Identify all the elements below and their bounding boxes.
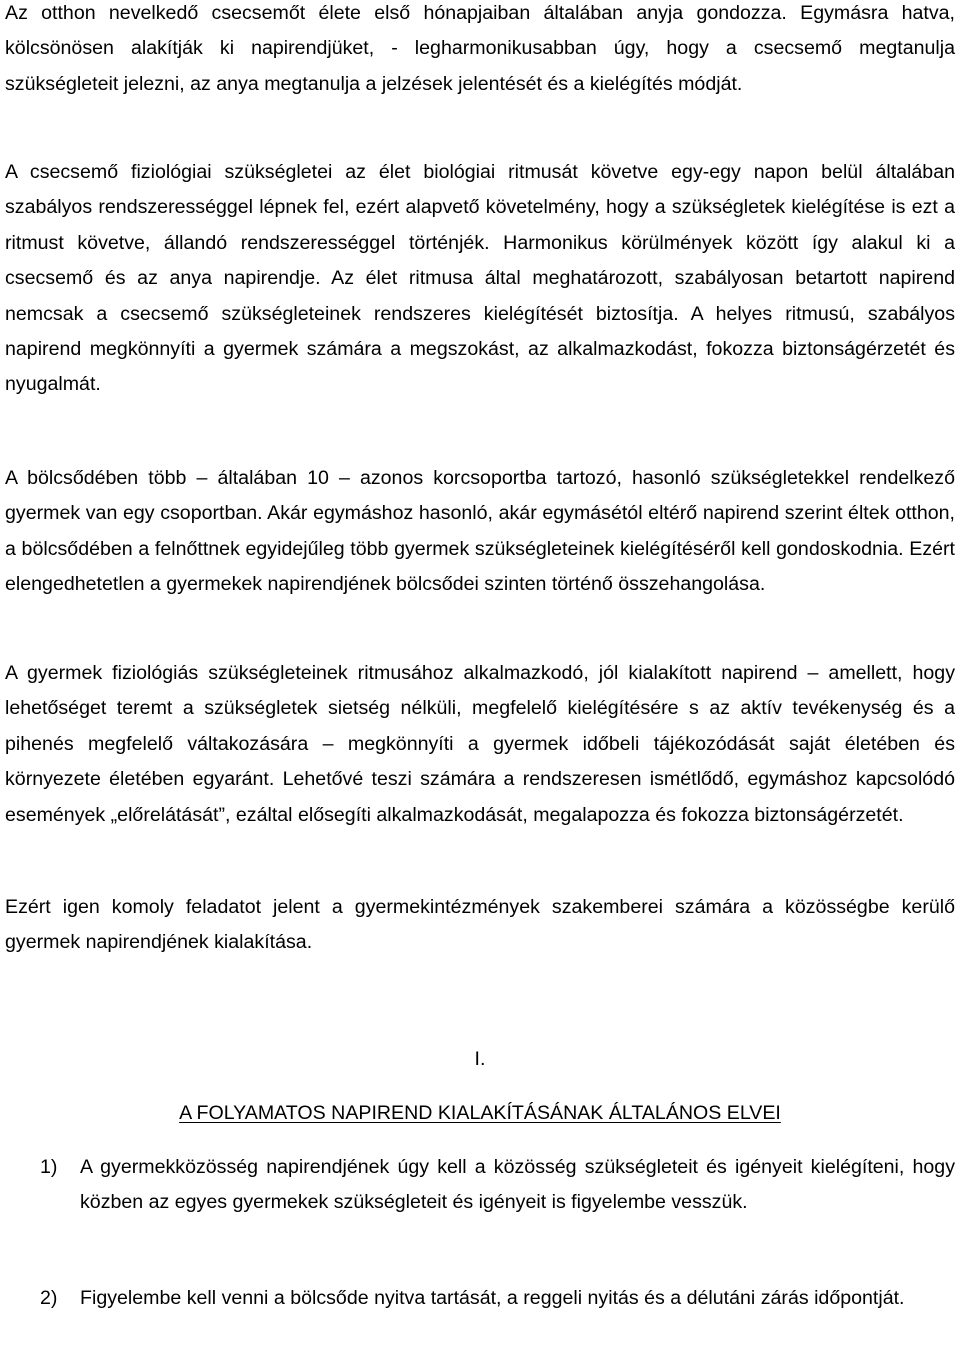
chapter-number: I. — [474, 1048, 486, 1070]
paragraph: A gyermek fiziológiás szükségleteinek ritmusához alkalmazkodó, jól kialakított napirend – amellett, hogy lehetőséget teremt a szükségletek sietség nélküli, megfelelő kielégítésére s az aktív tevékenység és a pihenés megfelelő váltakozására – megkönnyíti a gyermek időbeli tájékozódását saját életében és környezete életében egyaránt. Lehetővé teszi számára a rendszeresen ismétlődő, egymáshoz kapcsolódó események „előrelátását”, ezáltal elősegíti alkalmazkodását, megalapozza és fokozza biztonságérzetét. — [5, 662, 955, 826]
list-item-marker: 2) — [40, 1287, 58, 1309]
paragraph: A csecsemő fiziológiai szükségletei az élet biológiai ritmusát követve egy-egy napon belül általában szabályos rendszerességgel lépnek fel, ezért alapvető követelmény, hogy a szükségletek kielégítése is ezt a ritmust követve, állandó rendszerességgel történjék. Harmonikus körülmények között így alakul ki a csecsemő és az anya napirendje. Az élet ritmusa által meghatározott, szabályosan betartott napirend nemcsak a csecsemő szükségleteinek rendszeres kielégítését biztosítja. A helyes ritmusú, szabályos napirend megkönnyíti a gyermek számára a megszokást, az alkalmazkodást, fokozza biztonságérzetét és nyugalmát. — [5, 161, 955, 396]
list-item-marker: 1) — [40, 1156, 58, 1178]
paragraph: Az otthon nevelkedő csecsemőt élete első hónapjaiban általában anyja gondozza. Egymásra hatva, kölcsönösen alakítják ki napirendjüket, - legharmonikusabban úgy, hogy a csecsemő megtanulja szükségleteit jelezni, az anya megtanulja a jelzések jelentését és a kielégítés módját. — [5, 2, 955, 95]
list-item-text: A gyermekközösség napirendjének úgy kell a közösség szükségleteit és igényeit kielégíteni, hogy közben az egyes gyermekek szükségleteit és igényeit is figyelembe vesszük. — [80, 1156, 955, 1214]
paragraph: A bölcsődében több – általában 10 – azonos korcsoportba tartozó, hasonló szükségletekkel rendelkező gyermek van egy csoportban. Akár egymáshoz hasonló, akár egymásétól eltérő napirend szerint éltek otthon, a bölcsődében a felnőttnek egyidejűleg több gyermek szükségleteinek kielégítéséről kell gondoskodnia. Ezért elengedhetetlen a gyermekek napirendjének bölcsődei szinten történő összehangolása. — [5, 467, 955, 596]
paragraph: Ezért igen komoly feladatot jelent a gyermekintézmények szakemberei számára a közösségbe kerülő gyermek napirendjének kialakítása. — [5, 896, 955, 954]
chapter-title: A FOLYAMATOS NAPIREND KIALAKÍTÁSÁNAK ÁLTALÁNOS ELVEI — [179, 1102, 781, 1124]
list-item-text: Figyelembe kell venni a bölcsőde nyitva tartását, a reggeli nyitás és a délutáni zárás időpontját. — [80, 1287, 905, 1309]
